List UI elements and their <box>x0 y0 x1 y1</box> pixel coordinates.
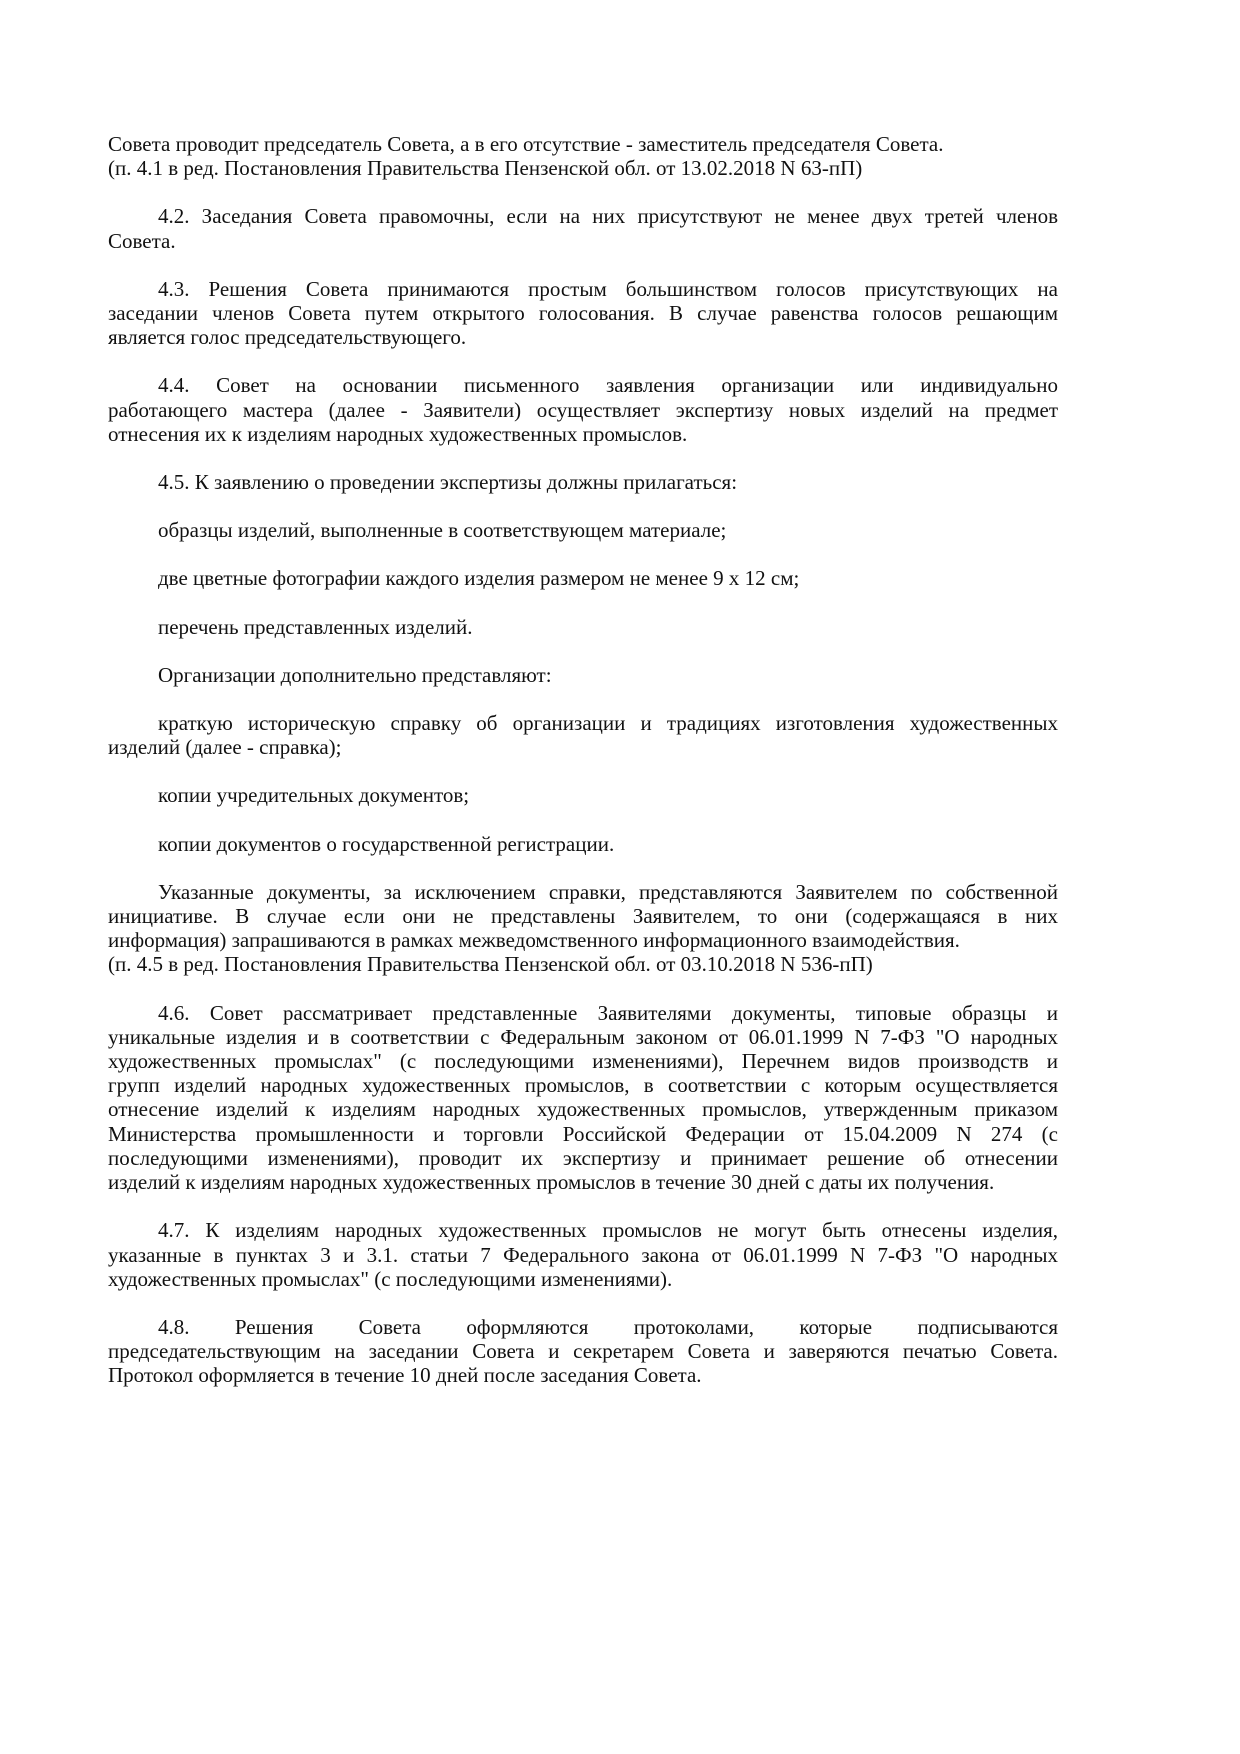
text-line: (п. 4.1 в ред. Постановления Правительства Пензенской обл. от 13.02.2018 N 63-пП) <box>108 156 863 181</box>
text-line: отнесения их к изделиям народных художественных промыслов. <box>108 421 688 446</box>
paragraph <box>108 470 1058 494</box>
text-line: образцы изделий, выполненные в соответствующем материале; <box>158 518 727 543</box>
text-line: Протокол оформляется в течение 10 дней после заседания Совета. <box>108 1363 702 1388</box>
paragraph <box>108 952 1058 976</box>
text-line: 4.8. Решения Совета оформляются протоколами, которые подписываются <box>158 1314 1058 1339</box>
text-line: Указанные документы, за исключением справки, представляются Заявителем по собственной <box>158 879 1058 904</box>
paragraph <box>108 1001 1058 1195</box>
text-line: информация) запрашиваются в рамках межведомственного информационного взаимодействия. <box>108 928 960 953</box>
text-line: инициативе. В случае если они не представлены Заявителем, то они (содержащаяся в них <box>108 904 1058 929</box>
paragraph <box>108 132 1058 156</box>
text-line: последующими изменениями), проводит их экспертизу и принимает решение об отнесении <box>108 1145 1058 1170</box>
paragraph <box>108 277 1058 350</box>
text-line: Совета. <box>108 228 176 253</box>
text-line: Организации дополнительно представляют: <box>158 662 552 687</box>
text-line: заседании членов Совета путем открытого голосования. В случае равенства голосов решающим <box>108 301 1058 326</box>
text-line: копии учредительных документов; <box>158 783 470 808</box>
text-line: Министерства промышленности и торговли Российской Федерации от 15.04.2009 N 274 (с <box>108 1121 1058 1146</box>
document-body <box>108 132 1058 1412</box>
text-line: 4.5. К заявлению о проведении экспертизы должны прилагаться: <box>158 470 738 495</box>
text-line: уникальные изделия и в соответствии с Федеральным законом от 06.01.1999 N 7-ФЗ "О народных <box>108 1024 1058 1049</box>
text-line: председательствующим на заседании Совета и секретарем Совета и заверяются печатью Совета. <box>108 1339 1058 1364</box>
text-line: работающего мастера (далее - Заявители) осуществляет экспертизу новых изделий на предмет <box>108 397 1058 422</box>
paragraph <box>108 204 1058 252</box>
text-line: две цветные фотографии каждого изделия размером не менее 9 x 12 см; <box>158 566 800 591</box>
paragraph <box>108 783 1058 807</box>
text-line: художественных промыслах" (с последующими изменениями). <box>108 1266 673 1291</box>
text-line: 4.3. Решения Совета принимаются простым большинством голосов присутствующих на <box>158 276 1058 301</box>
paragraph <box>108 373 1058 446</box>
text-line: изделий (далее - справка); <box>108 735 342 760</box>
text-line: отнесение изделий к изделиям народных художественных промыслов, утвержденным приказом <box>108 1097 1058 1122</box>
paragraph <box>108 663 1058 687</box>
text-line: Совета проводит председатель Совета, а в его отсутствие - заместитель председателя Совета. <box>108 132 944 156</box>
paragraph <box>108 711 1058 759</box>
paragraph <box>108 518 1058 542</box>
paragraph <box>108 1218 1058 1291</box>
paragraph <box>108 1315 1058 1388</box>
text-line: 4.2. Заседания Совета правомочны, если на них присутствуют не менее двух третей членов <box>158 204 1058 229</box>
text-line: перечень представленных изделий. <box>158 614 473 639</box>
paragraph <box>108 566 1058 590</box>
text-line: художественных промыслах" (с последующими изменениями), Перечнем видов производств и <box>108 1049 1058 1074</box>
text-line: (п. 4.5 в ред. Постановления Правительства Пензенской обл. от 03.10.2018 N 536-пП) <box>108 952 873 977</box>
text-line: 4.6. Совет рассматривает представленные Заявителями документы, типовые образцы и <box>158 1000 1058 1025</box>
paragraph <box>108 880 1058 953</box>
text-line: копии документов о государственной регистрации. <box>158 831 615 856</box>
paragraph <box>108 156 1058 180</box>
text-line: 4.7. К изделиям народных художественных промыслов не могут быть отнесены изделия, <box>158 1218 1058 1243</box>
text-line: 4.4. Совет на основании письменного заявления организации или индивидуально <box>158 373 1058 398</box>
paragraph <box>108 615 1058 639</box>
text-line: изделий к изделиям народных художественных промыслов в течение 30 дней с даты их получения. <box>108 1170 995 1195</box>
text-line: указанные в пунктах 3 и 3.1. статьи 7 Федерального закона от 06.01.1999 N 7-ФЗ "О народных <box>108 1242 1058 1267</box>
text-line: краткую историческую справку об организации и традициях изготовления художественных <box>158 711 1058 736</box>
text-line: является голос председательствующего. <box>108 325 467 350</box>
paragraph <box>108 832 1058 856</box>
text-line: групп изделий народных художественных промыслов, в соответствии с которым осуществляется <box>108 1073 1058 1098</box>
